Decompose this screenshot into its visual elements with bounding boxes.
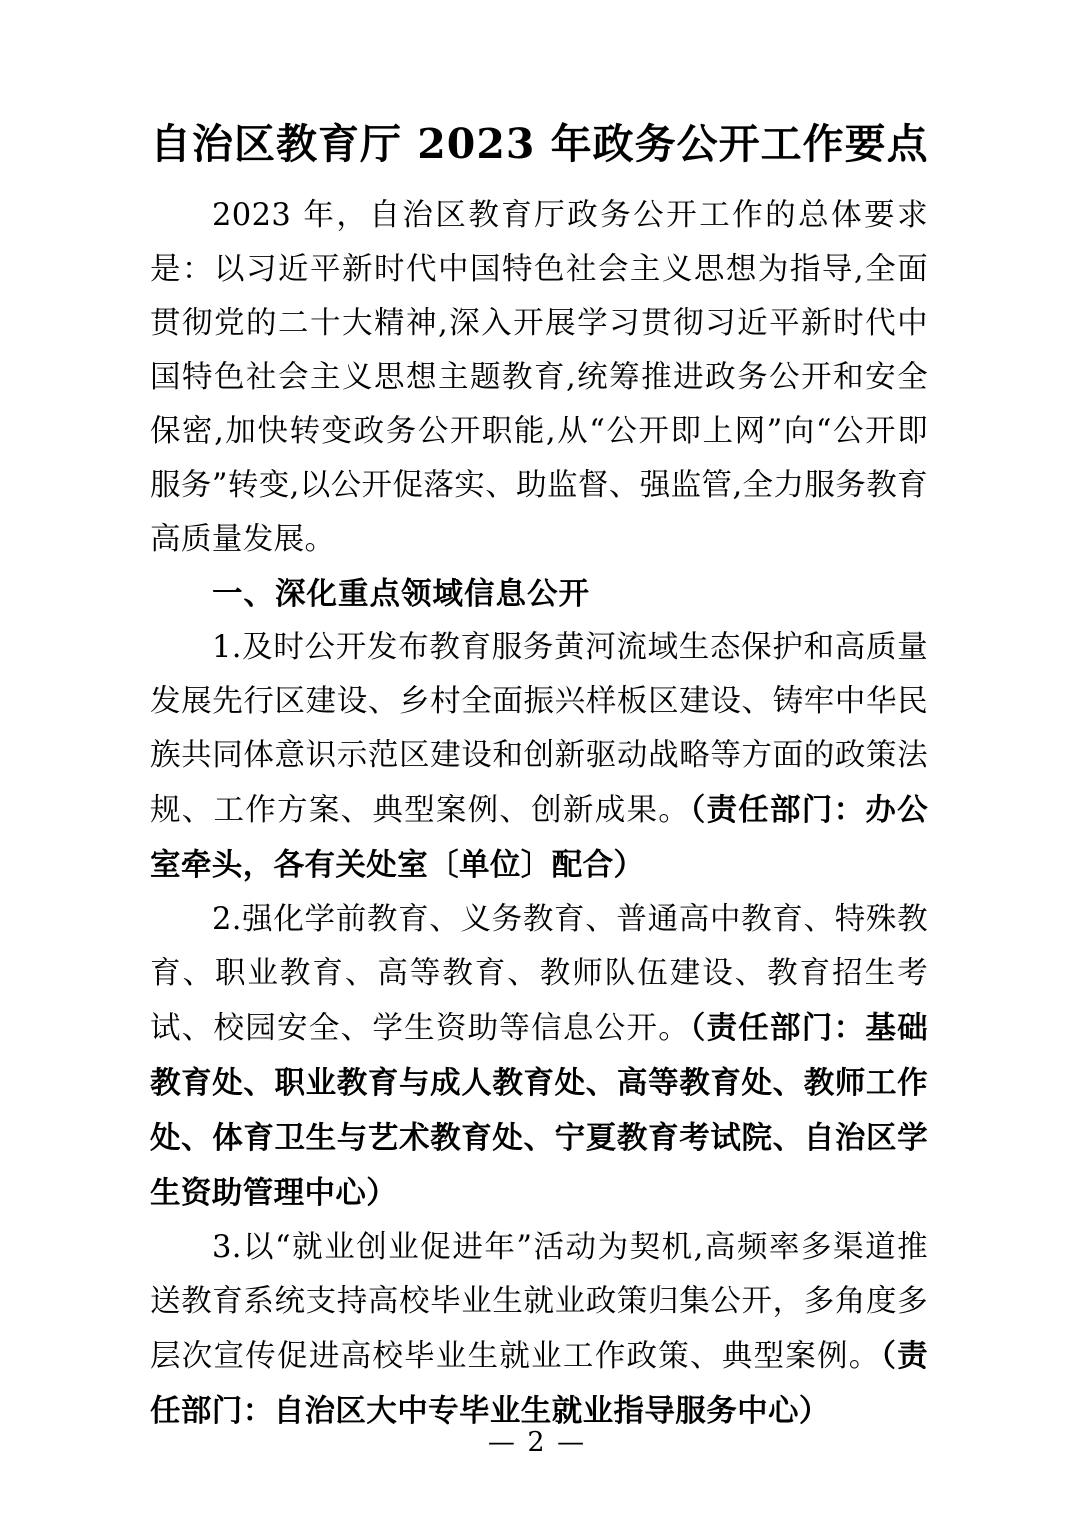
paragraph-item-2 [150,893,928,1221]
paragraph-item-3 [150,1221,928,1439]
item-1-responsible-department: （责任部门：办公室牵头，各有关处室〔单位〕配合） [150,792,928,884]
item-3-responsible-department: （责任部门：自治区大中专毕业生就业指导服务中心） [150,1338,928,1430]
section-heading-one: 一、深化重点领域信息公开 [212,576,590,613]
item-2-text: 2.强化学前教育、义务教育、普通高中教育、特殊教育、职业教育、高等教育、教师队伍建设、教育招生考试、校园安全、学生资助等信息公开。 [150,902,928,1047]
item-2-responsible-department: （责任部门：基础教育处、职业教育与成人教育处、高等教育处、教师工作处、体育卫生与艺术教育处、宁夏教育考试院、自治区学生资助管理中心） [150,1010,928,1212]
page-title: 自治区教育厅 2023 年政务公开工作要点 [150,120,929,168]
paragraph-overview: 2023 年，自治区教育厅政务公开工作的总体要求是：以习近平新时代中国特色社会主义思想为指导,全面贯彻党的二十大精神,深入开展学习贯彻习近平新时代中国特色社会主义思想主题教育,统筹推进政务公开和安全保密,加快转变政务公开职能,从“公开即上网”向“公开即服务”转变,以公开促落实、助监督、强监管,全力服务教育高质量发展。 [150,198,928,558]
paragraph-item-1 [150,621,928,893]
document-body [150,118,928,1439]
item-3-text: 3.以“就业创业促进年”活动为契机,高频率多渠道推送教育系统支持高校毕业生就业政策归集公开，多角度多层次宣传促进高校毕业生就业工作政策、典型案例。 [150,1230,928,1375]
page-number: — 2 — [487,1427,587,1458]
item-1-text: 1.及时公开发布教育服务黄河流域生态保护和高质量发展先行区建设、乡村全面振兴样板区建设、铸牢中华民族共同体意识示范区建设和创新驱动战略等方面的政策法规、工作方案、典型案例、创新成果。 [150,630,928,829]
